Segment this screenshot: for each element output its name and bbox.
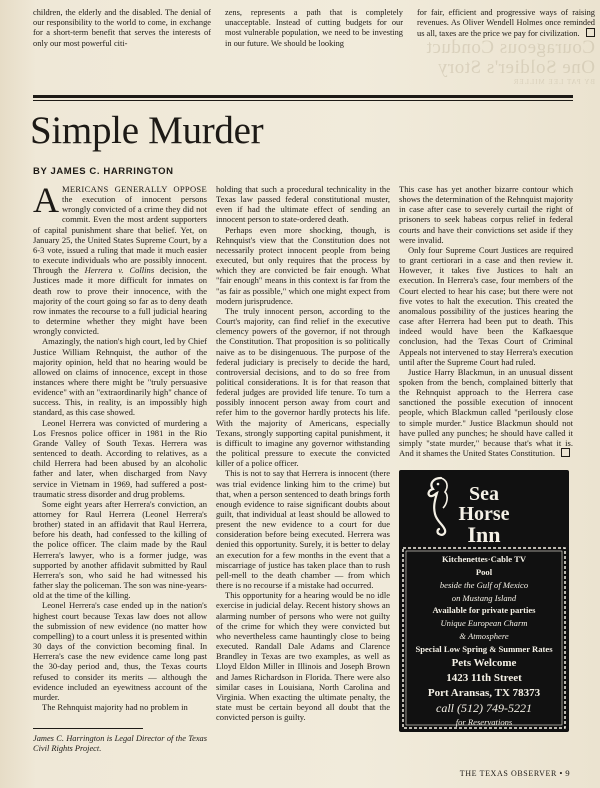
ad-name-line-2: Horse	[458, 503, 510, 526]
ad-location-1: beside the Gulf of Mexico	[439, 579, 529, 590]
ad-pets: Pets Welcome	[451, 656, 517, 669]
paragraph-9: The truly innocent person, according to the Court's majority, can find relief in the executive clemency powers of the governor, if not through the Constitution. That proposition is so politically naive as to be disingenuous. The purpose of the federal judiciary is precisely to decide the hard, controversial decisions, and to do so free from political considerations. It is for that reason that federal judges are provided life tenure. To turn a possibly innocent person away from court and refer him to the governor hardly protects his life. With the majority of Americans, especially Texans, strongly supporting capital punishment, it is difficult to imagine any governor withstanding the political pressure to execute the convicted killer of a police officer.	[216, 305, 390, 469]
ad-rates: Special Low Spring & Summer Rates	[415, 643, 553, 654]
paragraph-7: holding that such a procedural technicality in the Texas law passed federal constitutional muster, even if had the ultimate effect of sending an innocent person to state-ordered death.	[216, 184, 390, 225]
page-footer	[460, 768, 570, 778]
paragraph-13: Only four Supreme Court Justices are required to grant certiorari in a case and then review it. However, it takes five Justices to halt an execution. In Herrera's case, four members of the Court elected to hear his case; but there were not five votes to halt the execution. This created the anomalous possibility of the justices hearing the case after Herrera had been put to death. This indeed would have been the Kafkaesque conclusion, had the Texas Court of Criminal Appeals not intervened to stay Herrera's execution until after the Supreme Court had ruled.	[399, 244, 573, 367]
ad-parties: Available for private parties	[432, 605, 536, 616]
sea-horse-inn-advertisement	[399, 470, 569, 732]
paragraph-10: This is not to say that Herrera is innocent (there was trial evidence linking him to the crime) but that, when a person sentenced to death brings forth enough evidence to raise significant doubts about guilt, that individual at least should be allowed to present the new evidence to a court for due consideration before being executed. Herrera was denied this opportunity. Surely, it is better to delay an execution for a few months in the event that a miscarriage of justice has taken place than to rush pell-mell to the death chamber — from which there is no recourse if a mistake had occurred.	[216, 468, 390, 591]
article-column-1	[33, 184, 207, 759]
continued-column-2	[225, 8, 403, 86]
footnote-rule	[33, 728, 143, 729]
article-headline: Simple Murder	[30, 109, 264, 152]
end-of-article-mark-icon	[586, 28, 595, 37]
continued-column-1	[33, 8, 211, 86]
paragraph-11: This opportunity for a hearing would be no idle exercise in judicial delay. Recent history shows an alarming number of persons who were not guilty of the crime for which they were convicted but who nevertheless came hauntingly close to being executed. Randall Dale Adams and Clarence Brandley in Texas are two examples, as well as Lloyd Eldon Miller in Illinois and Joseph Brown and James Richardson in Florida. There were also similar cases in Louisiana, North Carolina and Virginia. When exacting the ultimate penalty, the state must be certain beyond all doubt that the convicted person is guilty.	[216, 590, 390, 723]
paragraph-5: Leonel Herrera's case ended up in the nation's highest court because Texas law does not allow the submission of new evidence (no matter how compelling) to a court unless it is presented within 30 days of the conviction becoming final. In Herrera's case the new evidence came long past the 30-day period and, thus, the Texas courts refused to consider its merits — although the evidence included an eyewitness account of the murder.	[33, 600, 207, 702]
ad-charm-1: Unique European Charm	[440, 618, 528, 629]
ad-details	[411, 553, 557, 727]
ad-name-line-1: Sea	[469, 483, 499, 506]
paragraph-2: Amazingly, the nation's high court, led by Chief Justice William Rehnquist, the author of the majority opinion, held that no hearing would be allowed on claims of innocence, except in those instances where there might be "truly persuasive evidence" with an "extraordinarily high" chance of success. This, in reality, is an impossibly high standard, as this case showed.	[33, 336, 207, 418]
end-of-article-mark-icon	[561, 448, 570, 457]
publication-name: THE TEXAS OBSERVER	[459, 769, 557, 778]
article-body	[33, 184, 573, 759]
continued-text-3-body: for fair, efficient and progressive ways of raising revenues. As Oliver Wendell Holmes once reminded us all, taxes are the price we pay for civilization.	[417, 8, 595, 39]
drop-cap: A	[33, 184, 59, 220]
paragraph-1-text: the execution of innocent persons wrongly convicted of a crime they did not commit. Even the most ardent supporters of capital punishment share that belief. Yet, on January 25, the United States Supreme Court, by a 6-3 vote, issued a ruling that made it much easier to execute individuals who are possibly innocent. Through the	[33, 194, 207, 276]
paragraph-14	[399, 367, 573, 458]
page-number: • 9	[559, 768, 570, 778]
paragraph-6: The Rehnquist majority had no problem in	[42, 701, 188, 712]
continued-text-2: zens, represents a path that is completely unacceptable. Instead of cutting budgets for our most vulnerable population, we need to be investing in our future. We should be looking	[225, 8, 403, 48]
ad-city: Port Aransas, TX 78373	[427, 686, 541, 699]
paragraph-3: Leonel Herrera was convicted of murdering a Los Fresnos police officer in 1981 in the Rio Grande Valley of South Texas. Herrera was sentenced to death. According to relatives, as a child Herrera had been abused by an alcoholic father and later, when discharged from Navy service in Vietnam in 1969, had suffered a post-traumatic stress disorder and drug problems.	[33, 417, 207, 499]
continued-article-block	[33, 8, 595, 86]
author-footnote: James C. Harrington is Legal Director of the Texas Civil Rights Project.	[33, 734, 207, 754]
bleed-through-line-1: Courageous Conduct	[426, 37, 595, 58]
case-name: Herrera v. Collins	[84, 265, 155, 276]
article-column-2	[216, 184, 390, 759]
continued-text-1: children, the elderly and the disabled. The denial of our responsibility to the world to come, in exchange for a short-term benefit that serves the interests of only our most powerful citi-	[33, 8, 211, 48]
ad-charm-2: & Atmosphere	[459, 631, 509, 641]
ad-pool: Pool	[475, 567, 493, 578]
paragraph-12: This case has yet another bizarre contour which shows the determination of the Rehnquist majority in case after case to severely curtail the right of prisoners to seek habeas corpus relief in federal courts and have their convictions set aside if they were invalid.	[399, 184, 573, 245]
paragraph-8: Perhaps even more shocking, though, is Rehnquist's view that the Constitution does not necessarily protect innocent people from being executed, but only requires that the process by which they are convicted be fair enough. What "fair enough" means in this context is far from the "as fair as possible," which one might expect from modern jurisprudence.	[216, 224, 390, 306]
ad-location-2: on Mustang Island	[451, 592, 517, 603]
paragraph-1-end: decision, the Justices made it more difficult for inmates on death row to prove their innocence, with the majority of the court going so far as to deny death row inmates the recourse to a full judicial hearing to determine whether they might have been wrongly convicted.	[33, 265, 207, 337]
paragraph-14-text: Justice Harry Blackmun, in an unusual dissent spoken from the bench, complained bitterly that the Rehnquist approach to the Herrera case sanctioned the possible execution of innocent people, which Blackmun called "perilously close to simple murder." Justice Blackmun should not have pulled any punches; he should have called it simply "state murder," because that's what it is. And it shames the United States Constitution.	[399, 366, 573, 459]
paragraph-1	[33, 184, 207, 336]
continued-text-3	[417, 8, 595, 40]
ad-street: 1423 11th Street	[446, 671, 522, 684]
ad-name-line-3: Inn	[467, 522, 501, 548]
article-byline: BY JAMES C. HARRINGTON	[33, 166, 174, 177]
lead-in-smallcaps: MERICANS GENERALLY OPPOSE	[62, 184, 207, 194]
section-rule-thin	[33, 100, 573, 101]
ad-amenities: Kitchenettes·Cable TV	[441, 554, 527, 565]
bleed-through-line-3: BY PAT LEE MILLER	[512, 78, 595, 86]
bleed-through-line-2: One Soldier's Story	[437, 57, 595, 78]
article-column-3	[399, 184, 573, 759]
ad-reservations: for Reservations	[455, 716, 513, 727]
ad-phone: call (512) 749-5221	[436, 700, 532, 715]
continued-column-3	[417, 8, 595, 86]
paragraph-4: Some eight years after Herrera's conviction, an attorney for Raul Herrera (Leonel Herrera's brother) stated in an affidavit that Raul Herrera, before his death, had confessed to the killing of the police officer. The claim made by the Raul Herrera's lawyer, who is a former judge, was supported by another affidavit submitted by Raul Herrera's son, who said he had witnessed his father slay the policeman. The son was nine-years-old at the time of the killing.	[33, 498, 207, 601]
section-rule-thick	[33, 95, 573, 98]
